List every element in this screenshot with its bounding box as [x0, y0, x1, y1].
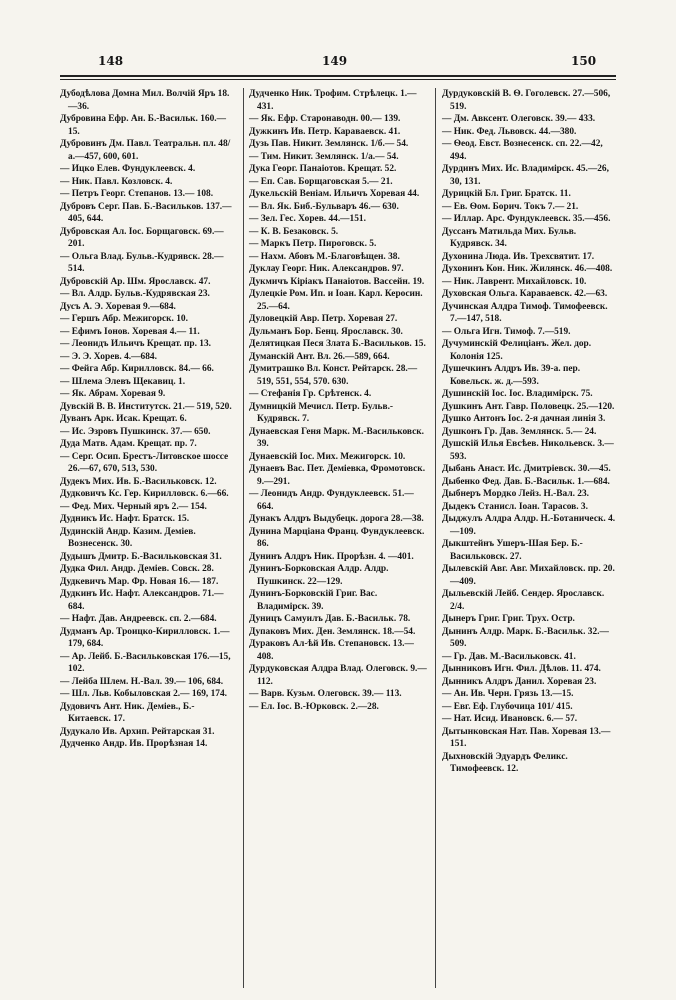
directory-entry: Дубровская Ал. Іос. Борщаговск. 69.—201.: [60, 226, 224, 249]
directory-entry: — Маркъ Петр. Пироговск. 5.: [249, 239, 377, 249]
page-number-right: 150: [571, 54, 597, 68]
directory-entry: Дуницъ Самуилъ Дав. Б.-Васильк. 78.: [249, 614, 411, 624]
directory-entry: Дуда Матв. Адам. Крещат. пр. 7.: [60, 439, 197, 449]
directory-entry: — Дм. Авксент. Олеговск. 39.— 433.: [442, 114, 596, 124]
directory-entry: — Гершъ Абр. Межигорск. 10.: [60, 314, 188, 324]
header-rule-thick: [60, 75, 616, 77]
directory-entry: Дыдекъ Станисл. Іоан. Тарасов. 3.: [442, 501, 588, 512]
directory-entry: Дунинъ-Борковскій Григ. Вас. Владимірск. 39.: [249, 589, 378, 612]
directory-entry: Дуклау Георг. Ник. Александров. 97.: [249, 264, 404, 274]
directory-entry: Дубровскій Ар. Шм. Ярославск. 47.: [60, 276, 211, 287]
directory-entry: — Ел. Іос. В.-Юрковск. 2.—28.: [249, 701, 379, 712]
directory-entry: Дурдуковскій В. Ѳ. Гоголевск. 27.—506, 519.: [442, 89, 611, 112]
directory-entry: — Ар. Лейб. Б.-Васильковская 176.—15, 102.: [60, 651, 231, 674]
directory-entry: Дудовичъ Ант. Ник. Деміев., Б.-Китаевск. 17.: [60, 701, 195, 724]
directory-entry: — Стефанія Гр. Срѣтенск. 4.: [249, 389, 372, 399]
directory-entry: Дынникъ Алдръ Данил. Хоревая 23.: [442, 676, 597, 687]
directory-entry: Дулецкіе Ром. Ип. и Іоан. Карл. Керосин. 25.—64.: [249, 289, 423, 312]
directory-entry: Дудченко Андр. Ив. Прорѣзная 14.: [60, 739, 208, 749]
directory-entry: — Варв. Кузьм. Олеговск. 39.— 113.: [249, 689, 402, 699]
directory-entry: — К. В. Безаковск. 5.: [249, 226, 339, 237]
directory-entry: Дудукало Ив. Архип. Рейтарская 31.: [60, 726, 215, 737]
directory-entry: Дусъ А. Э. Хоревая 9.—684.: [60, 301, 176, 312]
directory-entry: — Ник. Павл. Козловск. 4.: [60, 176, 173, 187]
directory-entry: Душконъ Гр. Дав. Землянск. 5.— 24.: [442, 426, 597, 437]
directory-entry: — Зел. Гес. Хорев. 44.—151.: [249, 214, 366, 224]
directory-entry: Дудышъ Дмитр. Б.-Васильковская 31.: [60, 551, 222, 562]
directory-entry: Дурдинъ Мих. Ис. Владимірск. 45.—26, 30, 131.: [442, 164, 609, 187]
directory-entry: Дунинъ-Борковская Алдр. Алдр. Пушкинск. 22—129.: [249, 564, 389, 587]
directory-entry: Дыбань Анаст. Ис. Дмитріевск. 30.—45.: [442, 464, 611, 474]
directory-entry: Дунаевская Геня Марк. М.-Васильковск. 39.: [249, 426, 425, 449]
directory-entry: Душинскій Іос. Іос. Владимірск. 75.: [442, 389, 593, 399]
directory-entry: — Евг. Еф. Глубочица 101/ 415.: [442, 701, 573, 712]
directory-entry: Дука Георг. Панаіотов. Крещат. 52.: [249, 164, 397, 174]
page-number-center: 149: [322, 54, 348, 68]
directory-entry: Дунаевъ Вас. Пет. Деміевка, Фромотовск. 9.—291.: [249, 464, 426, 487]
directory-entry: — Фейга Абр. Кирилловск. 84.— 66.: [60, 364, 214, 374]
directory-entry: — Леонидъ Андр. Фундуклеевск. 51.—664.: [249, 489, 414, 512]
directory-entry: Духонинъ Кон. Ник. Жилянск. 46.—408.: [442, 264, 613, 274]
directory-entry: — Лейба Шлем. Н.-Вал. 39.— 106, 684.: [60, 676, 224, 687]
directory-entry: Дыхновскій Эдуардъ Феликс. Тимофеевск. 12.: [442, 751, 568, 774]
directory-entry: Дучуминскій Фелиціанъ. Жел. дор. Колонія 125.: [442, 339, 592, 362]
directory-entry: — Вл. Як. Биб.-Бульваръ 46.— 630.: [249, 201, 399, 212]
directory-entry: Дувскій В. В. Институтск. 21.— 519, 520.: [60, 401, 232, 412]
directory-entry: Дынеръ Григ. Григ. Трух. Остр.: [442, 614, 575, 624]
directory-entry: — Ицко Елев. Фундуклеевск. 4.: [60, 164, 196, 174]
directory-entry: Дубровина Ефр. Ан. Б.-Васильк. 160.—15.: [60, 114, 227, 137]
directory-entry: Дыльевскій Лейб. Сендер. Ярославск. 2/4.: [442, 589, 605, 612]
directory-entry: Дубровъ Серг. Пав. Б.-Васильков. 137.—405, 644.: [60, 201, 232, 224]
directory-entry: — Ис. Эзровъ Пушкинск. 37.— 650.: [60, 426, 211, 437]
directory-entry: — Серг. Осип. Брестъ-Литовское шоссе 26.—67, 670, 513, 530.: [60, 451, 229, 474]
directory-entry: — Гр. Дав. М.-Васильковск. 41.: [442, 651, 576, 662]
directory-entry: Дыджулъ Алдра Алдр. Н.-Ботаническ. 4.—109.: [442, 514, 616, 537]
directory-entry: Дукельскій Веніам. Ильичъ Хоревая 44.: [249, 189, 420, 199]
directory-entry: — Нат. Исид. Ивановск. 6.— 57.: [442, 714, 578, 724]
directory-entry: Душечкинъ Алдръ Ив. 39-а. пер. Ковельск. ж. д.—593.: [442, 364, 581, 387]
directory-entry: — Еп. Сав. Борщаговская 5.— 21.: [249, 176, 393, 187]
directory-entry: Дунинъ Алдръ Ник. Прорѣзн. 4. —401.: [249, 551, 414, 562]
directory-entry: Дуловецкій Авр. Петр. Хоревая 27.: [249, 314, 398, 324]
directory-entry: — Фед. Мих. Черный яръ 2.— 154.: [60, 501, 207, 512]
directory-entry: Дураковъ Ал-ѣй Ив. Степановск. 13.—408.: [249, 639, 414, 662]
directory-entry: — Э. Э. Хорев. 4.—684.: [60, 351, 157, 362]
directory-entry: Дунина Марціана Франц. Фундуклеевск. 86.: [249, 526, 425, 549]
column-right: [442, 88, 616, 776]
directory-entry: Думитрашко Вл. Конст. Рейтарск. 28.—519, 551, 554, 570. 630.: [249, 364, 418, 387]
directory-entry: Дытынковская Нат. Пав. Хоревая 13.—151.: [442, 726, 611, 749]
directory-entry: — Ев. Ѳом. Борич. Токъ 7.— 21.: [442, 201, 579, 212]
directory-entry: Дудка Фил. Андр. Деміев. Совск. 28.: [60, 564, 214, 574]
column-middle: [249, 88, 427, 713]
directory-entry: — Петръ Георг. Степанов. 13.— 108.: [60, 189, 214, 199]
directory-entry: Душко Антонъ Іос. 2-я дачная линія 3.: [442, 414, 606, 424]
directory-entry: — Ан. Ив. Черн. Грязь 13.—15.: [442, 689, 574, 699]
directory-entry: — Ник. Фед. Львовск. 44.—380.: [442, 126, 577, 137]
directory-entry: Дылевскій Авг. Авг. Михайловск. пр. 20.—409.: [442, 564, 615, 587]
directory-entry: — Ѳеод. Евст. Вознесенск. сп. 22.—42, 494.: [442, 139, 603, 162]
directory-entry: — Ник. Лаврент. Михайловск. 10.: [442, 276, 587, 287]
directory-entry: Дыбенко Фед. Дав. Б.-Васильк. 1.—684.: [442, 476, 610, 487]
directory-entry: Дубровинъ Дм. Павл. Театральн. пл. 48/а.—457, 600, 601.: [60, 139, 231, 162]
directory-entry: — Шлема Элевъ Щекавиц. 1.: [60, 376, 186, 387]
directory-entry: — Леонидъ Ильичъ Крещат. пр. 13.: [60, 339, 211, 349]
directory-entry: Дукмичъ Кіріакъ Панаіотов. Вассейн. 19.: [249, 276, 425, 287]
directory-entry: Дузь Пав. Никит. Землянск. 1/б.— 54.: [249, 139, 409, 149]
directory-entry: Дудинскій Андр. Казим. Деміев. Вознесенск. 30.: [60, 526, 196, 549]
directory-entry: Душскій Илья Евсѣев. Никольевск. 3.—593.: [442, 439, 614, 462]
directory-entry: Дубодѣлова Домна Мил. Волчій Яръ 18.—36.: [60, 89, 230, 112]
column-divider: [243, 88, 244, 988]
directory-entry: Духонина Люда. Ив. Трехсвятит. 17.: [442, 251, 595, 262]
directory-entry: Дучинская Алдра Тимоф. Тимофеевск. 7.—147, 518.: [442, 301, 608, 324]
directory-entry: Дыкштейнъ Ушеръ-Шая Бер. Б.-Васильковск. 27.: [442, 539, 583, 562]
directory-entry: Духовская Ольга. Караваевск. 42.—63.: [442, 289, 608, 299]
column-divider: [435, 88, 436, 988]
directory-entry: Дужкинъ Ив. Петр. Караваевск. 41.: [249, 126, 401, 137]
page-header: [0, 50, 676, 76]
directory-entry: Дудковичъ Кс. Гер. Кирилловск. 6.—66.: [60, 489, 229, 499]
directory-entry: — Як. Абрам. Хоревая 9.: [60, 389, 166, 399]
directory-entry: Думанскій Ант. Вл. 26.—589, 664.: [249, 351, 390, 362]
directory-entry: Дуссанъ Матильда Мих. Бульв. Кудрявск. 34.: [442, 226, 577, 249]
directory-entry: — Ефимъ Іонов. Хоревая 4.— 11.: [60, 326, 200, 337]
directory-entry: Дудкевичъ Мар. Фр. Новая 16.— 187.: [60, 576, 219, 587]
directory-entry: — Тим. Никит. Землянск. 1/а.— 54.: [249, 151, 399, 162]
directory-entry: — Шл. Льв. Кобыловская 2.— 169, 174.: [60, 689, 228, 699]
directory-entry: Дурдуковская Алдра Влад. Олеговск. 9.—112.: [249, 664, 427, 687]
directory-entry: — Ольга Игн. Тимоф. 7.—519.: [442, 326, 571, 337]
directory-columns: [60, 88, 616, 988]
directory-entry: Дульманъ Бор. Бенц. Ярославск. 30.: [249, 326, 403, 337]
directory-entry: — Вл. Алдр. Бульв.-Кудрявская 23.: [60, 289, 210, 299]
directory-entry: Дудкинъ Ис. Нафт. Александров. 71.—684.: [60, 589, 224, 612]
page-number-left: 148: [98, 54, 124, 68]
directory-entry: Дыбнеръ Мордко Лейз. Н.-Вал. 23.: [442, 489, 589, 499]
header-rule-thin: [60, 79, 616, 80]
directory-entry: Дудманъ Ар. Троицко-Кирилловск. 1.—179, 684.: [60, 626, 230, 649]
column-left: [60, 88, 236, 751]
directory-entry: — Нахм. Абовъ М.-Благовѣщен. 38.: [249, 251, 400, 262]
directory-entry: Дудченко Ник. Трофим. Стрѣлецк. 1.—431.: [249, 89, 417, 112]
directory-entry: Делятицкая Песя Злата Б.-Васильков. 15.: [249, 339, 426, 349]
directory-entry: Дупаковъ Мих. Ден. Землянск. 18.—54.: [249, 626, 416, 637]
directory-entry: Дынниковъ Игн. Фил. Дѣлов. 11. 474.: [442, 664, 601, 674]
directory-entry: Душкинъ Ант. Гавр. Половецк. 25.—120.: [442, 401, 615, 412]
directory-entry: Дудникъ Ис. Нафт. Братск. 15.: [60, 514, 190, 524]
directory-entry: — Нафт. Дав. Андреевск. сп. 2.—684.: [60, 614, 217, 624]
directory-entry: Дунаевскій Іос. Мих. Межигорск. 10.: [249, 451, 406, 462]
directory-entry: Дынинъ Алдр. Марк. Б.-Васильк. 32.—509.: [442, 626, 609, 649]
directory-entry: Думницкій Мечисл. Петр. Бульв.-Кудрявск. 7.: [249, 401, 394, 424]
directory-entry: Дудекъ Мих. Ив. Б.-Васильковск. 12.: [60, 476, 217, 487]
directory-entry: Дунакъ Алдръ Выдубецк. дорога 28.—38.: [249, 514, 424, 524]
directory-entry: — Иллар. Арс. Фундуклеевск. 35.—456.: [442, 214, 611, 224]
directory-entry: — Ольга Влад. Бульв.-Кудрявск. 28.—514.: [60, 251, 224, 274]
directory-entry: Дуванъ Арк. Исак. Крещат. 6.: [60, 414, 187, 424]
directory-entry: Дурицкій Бл. Григ. Братск. 11.: [442, 189, 571, 199]
directory-entry: — Як. Ефр. Старонаводн. 00.— 139.: [249, 114, 401, 124]
